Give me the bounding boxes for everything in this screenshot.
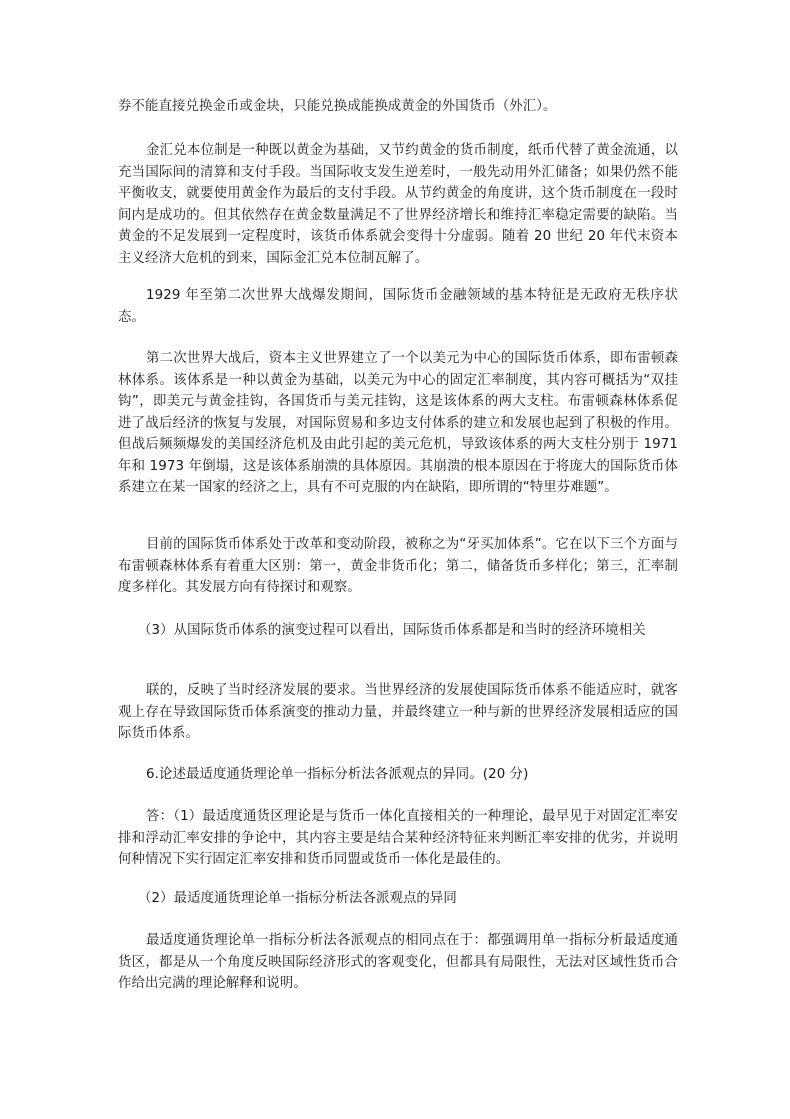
- answer-point-2-body: 最适度通货理论单一指标分析法各派观点的相同点在于：都强调用单一指标分析最适度通货区，都是从一个角度反映国际经济形式的客观变化，但都具有局限性，无法对区域性货币合作给出完满的理论解释和说明。: [118, 933, 678, 991]
- paragraph-gold-exchange-intro: 券不能直接兑换金币或金块，只能兑换成能换成黄金的外国货币（外汇）。: [118, 99, 557, 114]
- paragraph-jamaica-system: 目前的国际货币体系处于改革和变动阶段，被称之为“牙买加体系”。它在以下三个方面与布雷顿森林体系有着重大区别：第一，黄金非货币化；第二，储备货币多样化；第三，汇率制度多样化。其发展方向有待探讨和观察。: [118, 537, 678, 595]
- paragraph-bretton-woods: 第二次世界大战后，资本主义世界建立了一个以美元为中心的国际货币体系，即布雷顿森林体系。该体系是一种以黄金为基础，以美元为中心的固定汇率制度，其内容可概括为“双挂钩”，即美元与黄金挂钩，各国货币与美元挂钩，这是该体系的两大支柱。布雷顿森林体系促进了战后经济的恢复与发展，对国际贸易和多边支付体系的建立和发展也起到了积极的作用。但战后频频爆发的美国经济危机及由此引起的美元危机，导致该体系的两大支柱分别于 1971 年和 1973 年倒塌，这是该体系崩溃的具体原因。其崩溃的根本原因在于将庞大的国际货币体系建立在某一国家的经济之上，具有不可克服的内在缺陷，即所谓的“特里芬难题”。: [118, 351, 678, 495]
- paragraph-point-3: （3）从国际货币体系的演变过程可以看出，国际货币体系都是和当时的经济环境相关: [138, 623, 646, 638]
- question-6-heading: 6.论述最适度通货理论单一指标分析法各派观点的异同。(20 分): [146, 767, 529, 782]
- paragraph-point-3-continued: 联的，反映了当时经济发展的要求。当世界经济的发展使国际货币体系不能适应时，就客观上存在导致国际货币体系演变的推动力量，并最终建立一种与新的世界经济发展相适应的国际货币体系。: [118, 683, 678, 741]
- paragraph-gold-exchange-standard: 金汇兑本位制是一种既以黄金为基础，又节约黄金的货币制度，纸币代替了黄金流通，以充当国际间的清算和支付手段。当国际收支发生逆差时，一般先动用外汇储备；如果仍然不能平衡收支，就要使用黄金作为最后的支付手段。从节约黄金的角度讲，这个货币制度在一段时间内是成功的。但其依然存在黄金数量满足不了世界经济增长和维持汇率稳定需要的缺陷。当黄金的不足发展到一定程度时，该货币体系就会变得十分虚弱。随着 20 世纪 20 年代末资本主义经济大危机的到来，国际金汇兑本位制瓦解了。: [118, 143, 678, 266]
- paragraph-interwar-period: 1929 年至第二次世界大战爆发期间，国际货币金融领域的基本特征是无政府无秩序状态。: [118, 288, 678, 325]
- answer-point-1: 答：（1）最适度通货区理论是与货币一体化直接相关的一种理论，最早见于对固定汇率安排和浮动汇率安排的争论中，其内容主要是结合某种经济特征来判断汇率安排的优劣，并说明何种情况下实行固定汇率安排和货币同盟或货币一体化是最佳的。: [118, 809, 678, 867]
- answer-point-2-heading: （2）最适度通货理论单一指标分析法各派观点的异同: [138, 891, 457, 906]
